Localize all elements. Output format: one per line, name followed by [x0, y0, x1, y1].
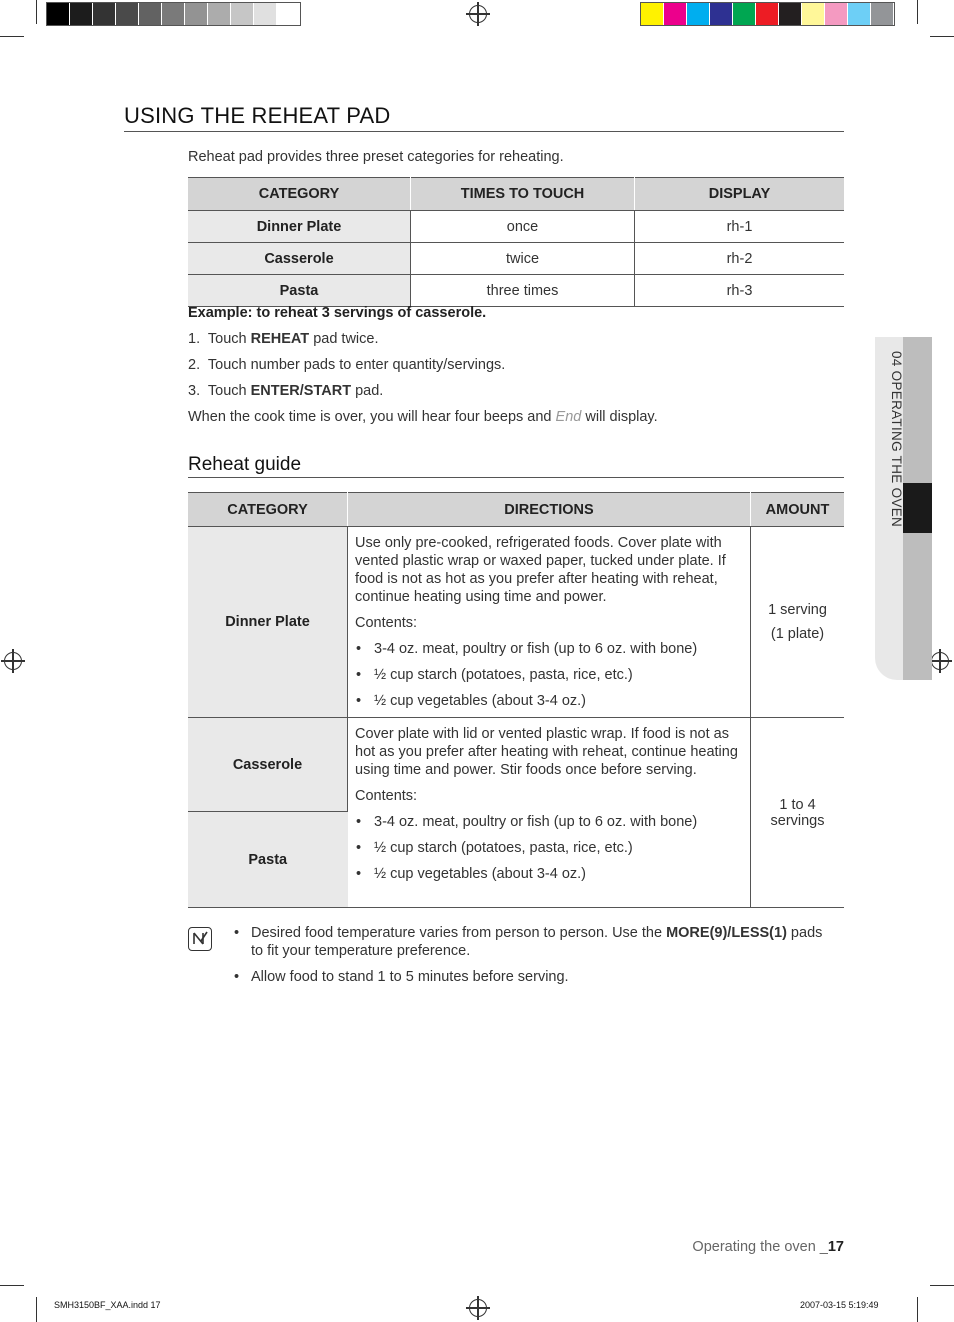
amount-line: servings — [770, 812, 825, 829]
category-cell: Dinner Plate — [188, 527, 348, 718]
step-item — [188, 331, 505, 357]
color-swatch — [802, 3, 825, 25]
header-category: CATEGORY — [188, 178, 411, 211]
end-note — [188, 409, 658, 425]
crop-mark — [917, 0, 918, 24]
color-swatch — [779, 3, 802, 25]
step-text: Touch number pads to enter quantity/servings. — [207, 357, 506, 373]
slug-file: SMH3150BF_XAA.indd 17 — [54, 1300, 161, 1310]
notes-list — [234, 924, 834, 994]
step-text: pad. — [351, 383, 384, 399]
amount-line: 1 to 4 — [779, 796, 816, 813]
contents-label: Contents: — [355, 615, 418, 631]
registration-mark-right — [931, 652, 949, 670]
note-text: Allow food to stand 1 to 5 minutes before serving. — [251, 969, 569, 985]
color-swatch — [254, 3, 277, 25]
step-keyword: ENTER/START — [250, 383, 352, 399]
color-swatch — [139, 3, 162, 25]
list-item: • ½ cup vegetables (about 3-4 oz.) — [355, 865, 743, 883]
color-swatch — [162, 3, 185, 25]
end-note-text: will display. — [581, 409, 658, 425]
directions-cell — [348, 718, 751, 908]
times-cell: once — [411, 211, 635, 243]
category-cell: Casserole — [188, 718, 348, 812]
crop-mark — [36, 0, 37, 24]
step-number: 2. — [188, 357, 201, 373]
step-item — [188, 357, 505, 383]
preset-table-header — [188, 178, 844, 211]
directions-text: Cover plate with lid or vented plastic wrap. If food is not as hot as you prefer after heating with reheat, continue heating using time and power. Stir foods once before serving. — [355, 726, 738, 778]
color-swatch — [825, 3, 848, 25]
color-swatch — [231, 3, 254, 25]
note-text: Desired food temperature varies from person to person. Use the — [251, 925, 667, 941]
registration-mark-bottom — [469, 1299, 487, 1317]
step-item — [188, 383, 505, 409]
step-number: 1. — [188, 331, 201, 347]
list-item: • 3-4 oz. meat, poultry or fish (up to 6 oz. with bone) — [355, 640, 743, 666]
page-title: USING THE REHEAT PAD — [124, 103, 391, 128]
step-text: pad twice. — [309, 331, 379, 347]
header-directions: DIRECTIONS — [348, 493, 751, 527]
display-cell: rh-3 — [635, 275, 845, 307]
times-cell: three times — [411, 275, 635, 307]
page-footer — [692, 1239, 844, 1255]
list-item: • ½ cup starch (potatoes, pasta, rice, etc.) — [355, 666, 743, 692]
table-row — [188, 527, 844, 718]
example-steps — [188, 331, 505, 409]
list-item: • ½ cup vegetables (about 3-4 oz.) — [355, 692, 743, 710]
amount-cell — [751, 718, 845, 908]
table-row — [188, 275, 844, 307]
step-text: Touch — [207, 331, 251, 347]
preset-table — [188, 177, 844, 307]
color-swatch — [208, 3, 231, 25]
end-display-text: End — [555, 409, 582, 425]
table-row — [188, 243, 844, 275]
color-swatch — [664, 3, 687, 25]
grey-calibration-bar — [46, 2, 301, 26]
directions-cell — [348, 527, 751, 718]
contents-list — [355, 640, 743, 710]
footer-text: Operating the oven _ — [692, 1239, 828, 1255]
intro-text: Reheat pad provides three preset categories for reheating. — [188, 149, 564, 165]
color-swatch — [733, 3, 756, 25]
slug-date: 2007-03-15 5:19:49 — [800, 1300, 879, 1310]
subtitle-rule — [188, 477, 844, 478]
note-text: pads to fit your temperature preference. — [251, 925, 823, 959]
color-swatch — [93, 3, 116, 25]
step-keyword: REHEAT — [250, 331, 310, 347]
note-item — [234, 924, 834, 960]
table-row — [188, 211, 844, 243]
reheat-guide-table — [188, 492, 844, 908]
reheat-guide-title: Reheat guide — [188, 454, 302, 475]
color-swatch — [756, 3, 779, 25]
color-swatch — [641, 3, 664, 25]
color-swatch — [848, 3, 871, 25]
table-row — [188, 718, 844, 812]
color-calibration-bar — [640, 2, 895, 26]
color-swatch — [185, 3, 208, 25]
registration-mark-top — [469, 5, 487, 23]
color-swatch — [710, 3, 733, 25]
crop-mark — [0, 1285, 24, 1286]
amount-line: (1 plate) — [770, 626, 825, 642]
side-tab-marker — [903, 483, 932, 533]
list-item: • 3-4 oz. meat, poultry or fish (up to 6 oz. with bone) — [355, 813, 743, 839]
color-swatch — [116, 3, 139, 25]
side-tab-label: 04 OPERATING THE OVEN — [889, 351, 904, 528]
contents-list — [355, 813, 743, 883]
section-side-tab — [875, 337, 932, 680]
header-display: DISPLAY — [635, 178, 845, 211]
note-item — [234, 968, 834, 986]
header-amount: AMOUNT — [751, 493, 845, 527]
crop-mark — [0, 36, 24, 37]
amount-line: 1 serving — [768, 602, 827, 618]
category-cell: Dinner Plate — [188, 211, 411, 243]
color-swatch — [277, 3, 300, 25]
list-item: • ½ cup starch (potatoes, pasta, rice, etc.) — [355, 839, 743, 865]
guide-table-header — [188, 493, 844, 527]
times-cell: twice — [411, 243, 635, 275]
display-cell: rh-2 — [635, 243, 845, 275]
header-category: CATEGORY — [188, 493, 348, 527]
page-number: 17 — [827, 1239, 844, 1255]
step-text: Touch — [207, 383, 251, 399]
crop-mark — [36, 1297, 37, 1322]
step-number: 3. — [188, 383, 201, 399]
crop-mark — [930, 36, 954, 37]
registration-mark-left — [4, 652, 22, 670]
crop-mark — [930, 1285, 954, 1286]
color-swatch — [871, 3, 894, 25]
title-rule — [124, 131, 844, 132]
contents-label: Contents: — [355, 788, 418, 804]
header-times-to-touch: TIMES TO TOUCH — [411, 178, 635, 211]
color-swatch — [70, 3, 93, 25]
directions-text: Use only pre-cooked, refrigerated foods. Cover plate with vented plastic wrap or waxed paper, tucked under plate. If food is not as hot as you prefer after heating with reheat, continue heating using time and power. — [355, 535, 726, 605]
note-pencil-icon — [188, 927, 212, 951]
category-cell: Casserole — [188, 243, 411, 275]
category-cell: Pasta — [188, 812, 348, 908]
color-swatch — [47, 3, 70, 25]
display-cell: rh-1 — [635, 211, 845, 243]
amount-cell — [751, 527, 845, 718]
example-heading: Example: to reheat 3 servings of casserole. — [188, 305, 487, 321]
color-swatch — [687, 3, 710, 25]
end-note-text: When the cook time is over, you will hear four beeps and — [188, 409, 556, 425]
crop-mark — [917, 1297, 918, 1322]
category-cell: Pasta — [188, 275, 411, 307]
note-keyword: MORE(9)/LESS(1) — [666, 925, 787, 941]
